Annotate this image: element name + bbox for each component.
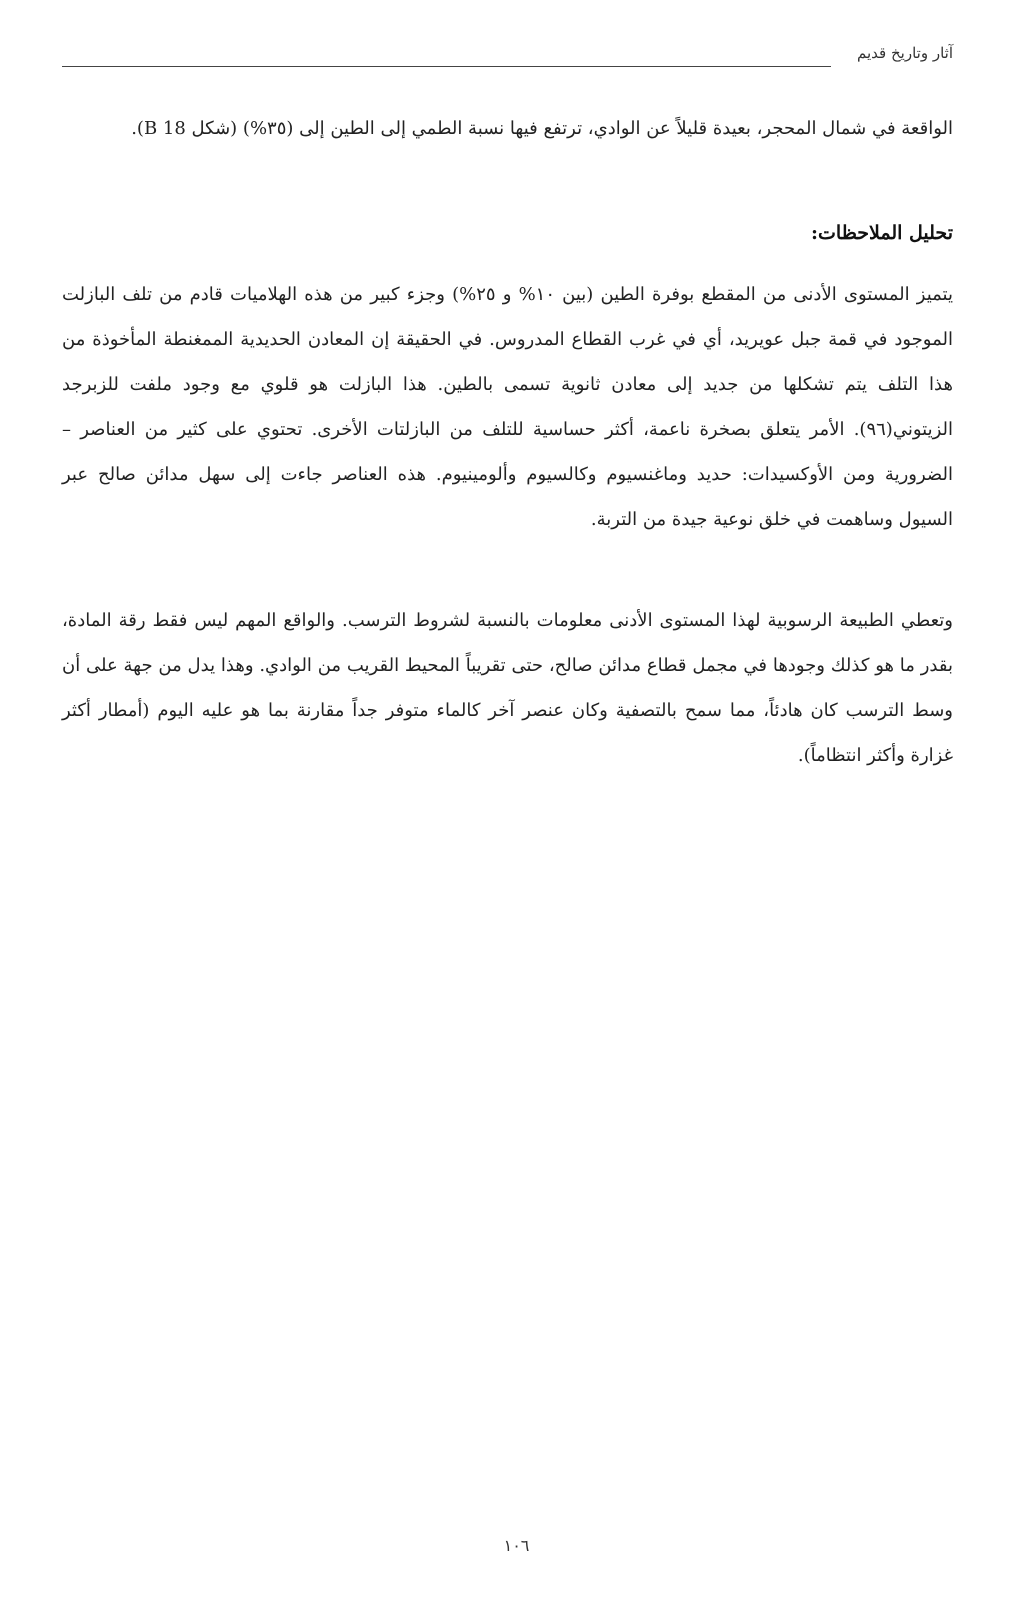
running-header: آثار وتاريخ قديم [857, 44, 953, 62]
paragraph-1-text: الواقعة في شمال المحجر، بعيدة قليلاً عن الوادي، ترتفع فيها نسبة الطمي إلى الطين إلى (٣٥%) (شكل B 18). [131, 118, 953, 139]
page-number: ١٠٦ [503, 1536, 530, 1555]
section-heading: تحليل الملاحظات: [811, 222, 953, 244]
header-rule [62, 66, 831, 67]
paragraph-3 [62, 598, 953, 778]
paragraph-2-text: يتميز المستوى الأدنى من المقطع بوفرة الطين (بين ١٠% و ٢٥%) وجزء كبير من هذه الهلاميات قادم من تلف البازلت الموجود في قمة جبل عويريد، أي في غرب القطاع المدروس. في الحقيقة إن المعادن الحديدية الممغنطة المأخوذة من هذا التلف يتم تشكلها من جديد إلى معادن ثانوية تسمى بالطين. هذا البازلت هو قلوي مع وجود ملفت للزبرجد الزيتوني(٩٦). الأمر يتعلق بصخرة ناعمة، أكثر حساسية للتلف من البازلتات الأخرى. تحتوي على كثير من العناصر – الضرورية ومن الأوكسيدات: حديد وماغنسيوم وكالسيوم وألومينيوم. هذه العناصر جاءت إلى سهل مدائن صالح عبر السيول وساهمت في خلق نوعية جيدة من التربة. [62, 284, 953, 530]
paragraph-1 [62, 106, 953, 151]
paragraph-2 [62, 272, 953, 542]
paragraph-3-text: وتعطي الطبيعة الرسوبية لهذا المستوى الأدنى معلومات بالنسبة لشروط الترسب. والواقع المهم ليس فقط رقة المادة، بقدر ما هو كذلك وجودها في مجمل قطاع مدائن صالح، حتى تقريباً المحيط القريب من الوادي. وهذا يدل من جهة على أن وسط الترسب كان هادئاً، مما سمح بالتصفية وكان عنصر آخر كالماء متوفر جداً مقارنة بما هو عليه اليوم (أمطار أكثر غزارة وأكثر انتظاماً). [62, 610, 953, 766]
